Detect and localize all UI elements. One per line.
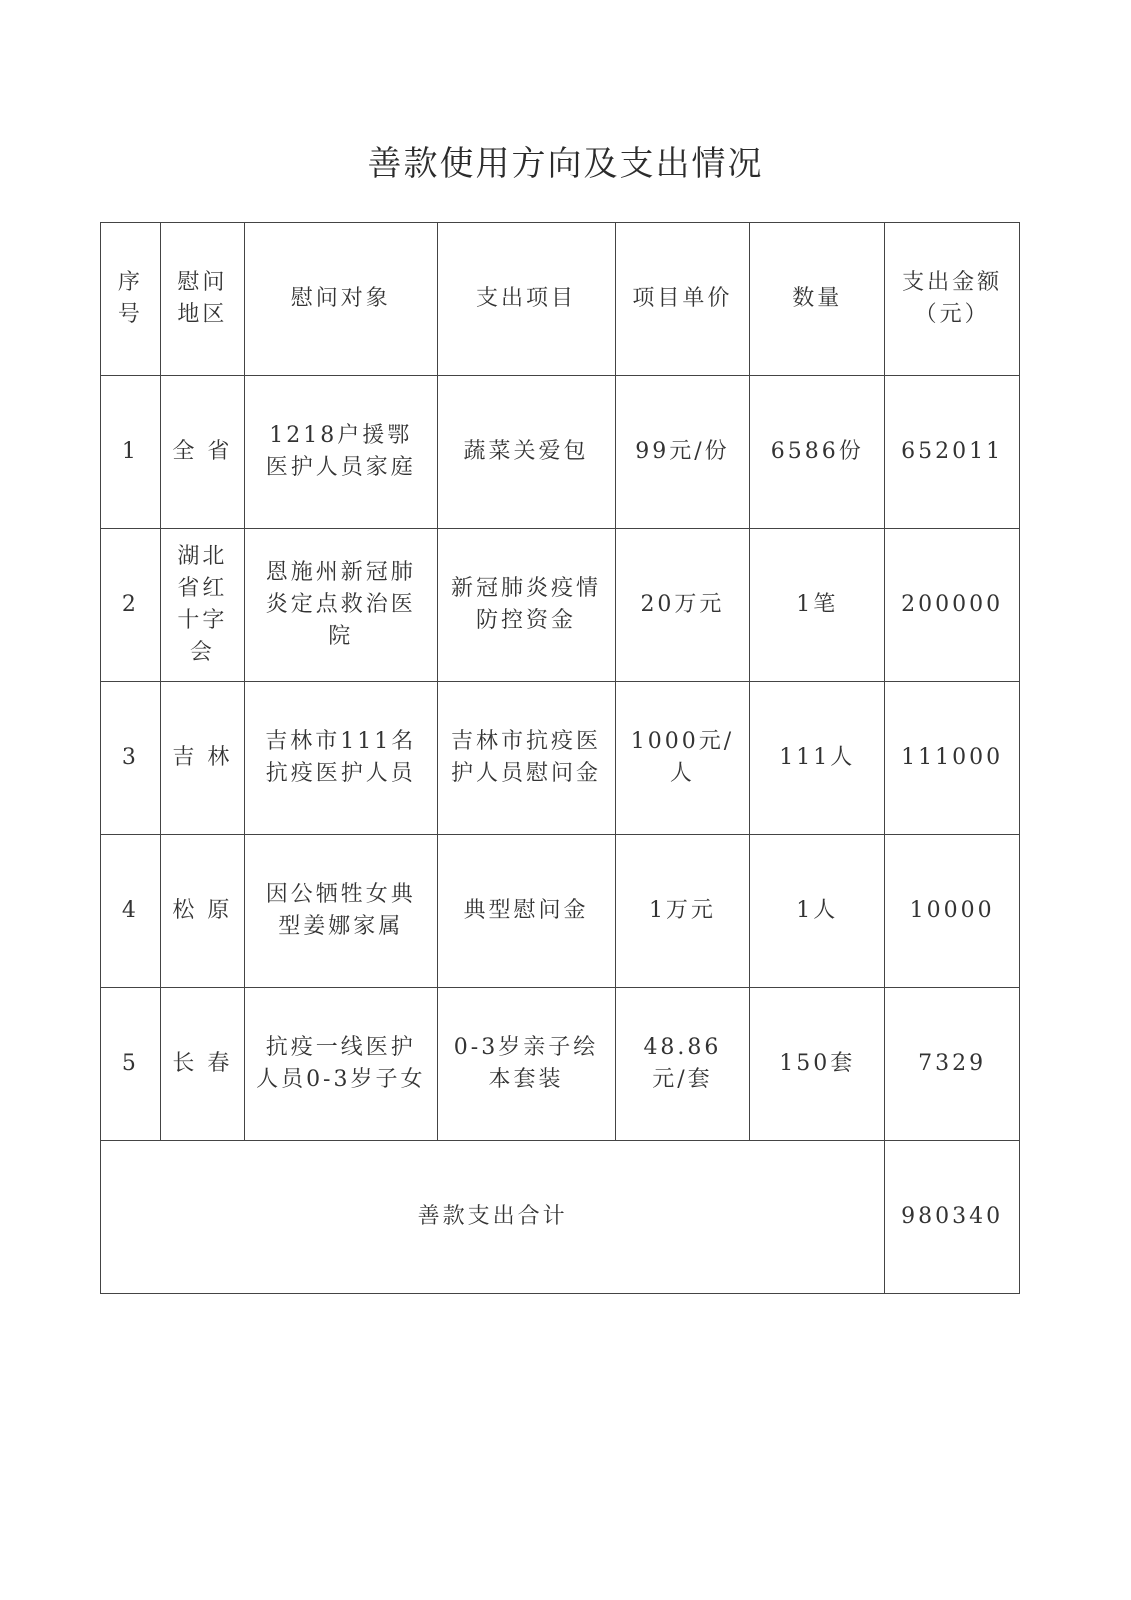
row-item: 典型慰问金: [437, 835, 615, 988]
row-amount: 10000: [885, 835, 1020, 988]
row-quantity: 6586份: [750, 376, 885, 529]
row-quantity: 1人: [750, 835, 885, 988]
row-recipient: 因公牺牲女典型姜娜家属: [245, 835, 437, 988]
row-item: 新冠肺炎疫情防控资金: [437, 529, 615, 682]
header-quantity: 数量: [750, 223, 885, 376]
row-unit-price: 48.86元/套: [615, 988, 750, 1141]
row-region: 湖北省红十字会: [160, 529, 244, 682]
row-recipient: 1218户援鄂医护人员家庭: [245, 376, 437, 529]
header-unit-price: 项目单价: [615, 223, 750, 376]
row-quantity: 111人: [750, 682, 885, 835]
header-index: 序号: [101, 223, 161, 376]
row-recipient: 抗疫一线医护人员0-3岁子女: [245, 988, 437, 1141]
table-row: [101, 835, 1020, 988]
row-item: 蔬菜关爱包: [437, 376, 615, 529]
total-label: 善款支出合计: [101, 1141, 885, 1294]
row-region: 长 春: [160, 988, 244, 1141]
row-unit-price: 20万元: [615, 529, 750, 682]
table-row: [101, 529, 1020, 682]
row-amount: 200000: [885, 529, 1020, 682]
page-title: 善款使用方向及支出情况: [367, 144, 764, 184]
row-item: 吉林市抗疫医护人员慰问金: [437, 682, 615, 835]
row-amount: 652011: [885, 376, 1020, 529]
row-index: 1: [101, 376, 161, 529]
row-index: 3: [101, 682, 161, 835]
row-index: 2: [101, 529, 161, 682]
header-amount: 支出金额（元）: [885, 223, 1020, 376]
row-quantity: 1笔: [750, 529, 885, 682]
table-row: [101, 682, 1020, 835]
row-quantity: 150套: [750, 988, 885, 1141]
row-region: 吉 林: [160, 682, 244, 835]
row-item: 0-3岁亲子绘本套装: [437, 988, 615, 1141]
row-index: 5: [101, 988, 161, 1141]
row-unit-price: 1万元: [615, 835, 750, 988]
table-row: [101, 376, 1020, 529]
expense-table: [100, 222, 1020, 1294]
row-amount: 7329: [885, 988, 1020, 1141]
header-item: 支出项目: [437, 223, 615, 376]
row-region: 全 省: [160, 376, 244, 529]
row-recipient: 吉林市111名抗疫医护人员: [245, 682, 437, 835]
header-recipient: 慰问对象: [245, 223, 437, 376]
table-total-row: [101, 1141, 1020, 1294]
total-amount: 980340: [885, 1141, 1020, 1294]
row-amount: 111000: [885, 682, 1020, 835]
row-recipient: 恩施州新冠肺炎定点救治医院: [245, 529, 437, 682]
row-index: 4: [101, 835, 161, 988]
row-unit-price: 1000元/人: [615, 682, 750, 835]
row-region: 松 原: [160, 835, 244, 988]
table-row: [101, 988, 1020, 1141]
table-header-row: [101, 223, 1020, 376]
header-region: 慰问地区: [160, 223, 244, 376]
row-unit-price: 99元/份: [615, 376, 750, 529]
